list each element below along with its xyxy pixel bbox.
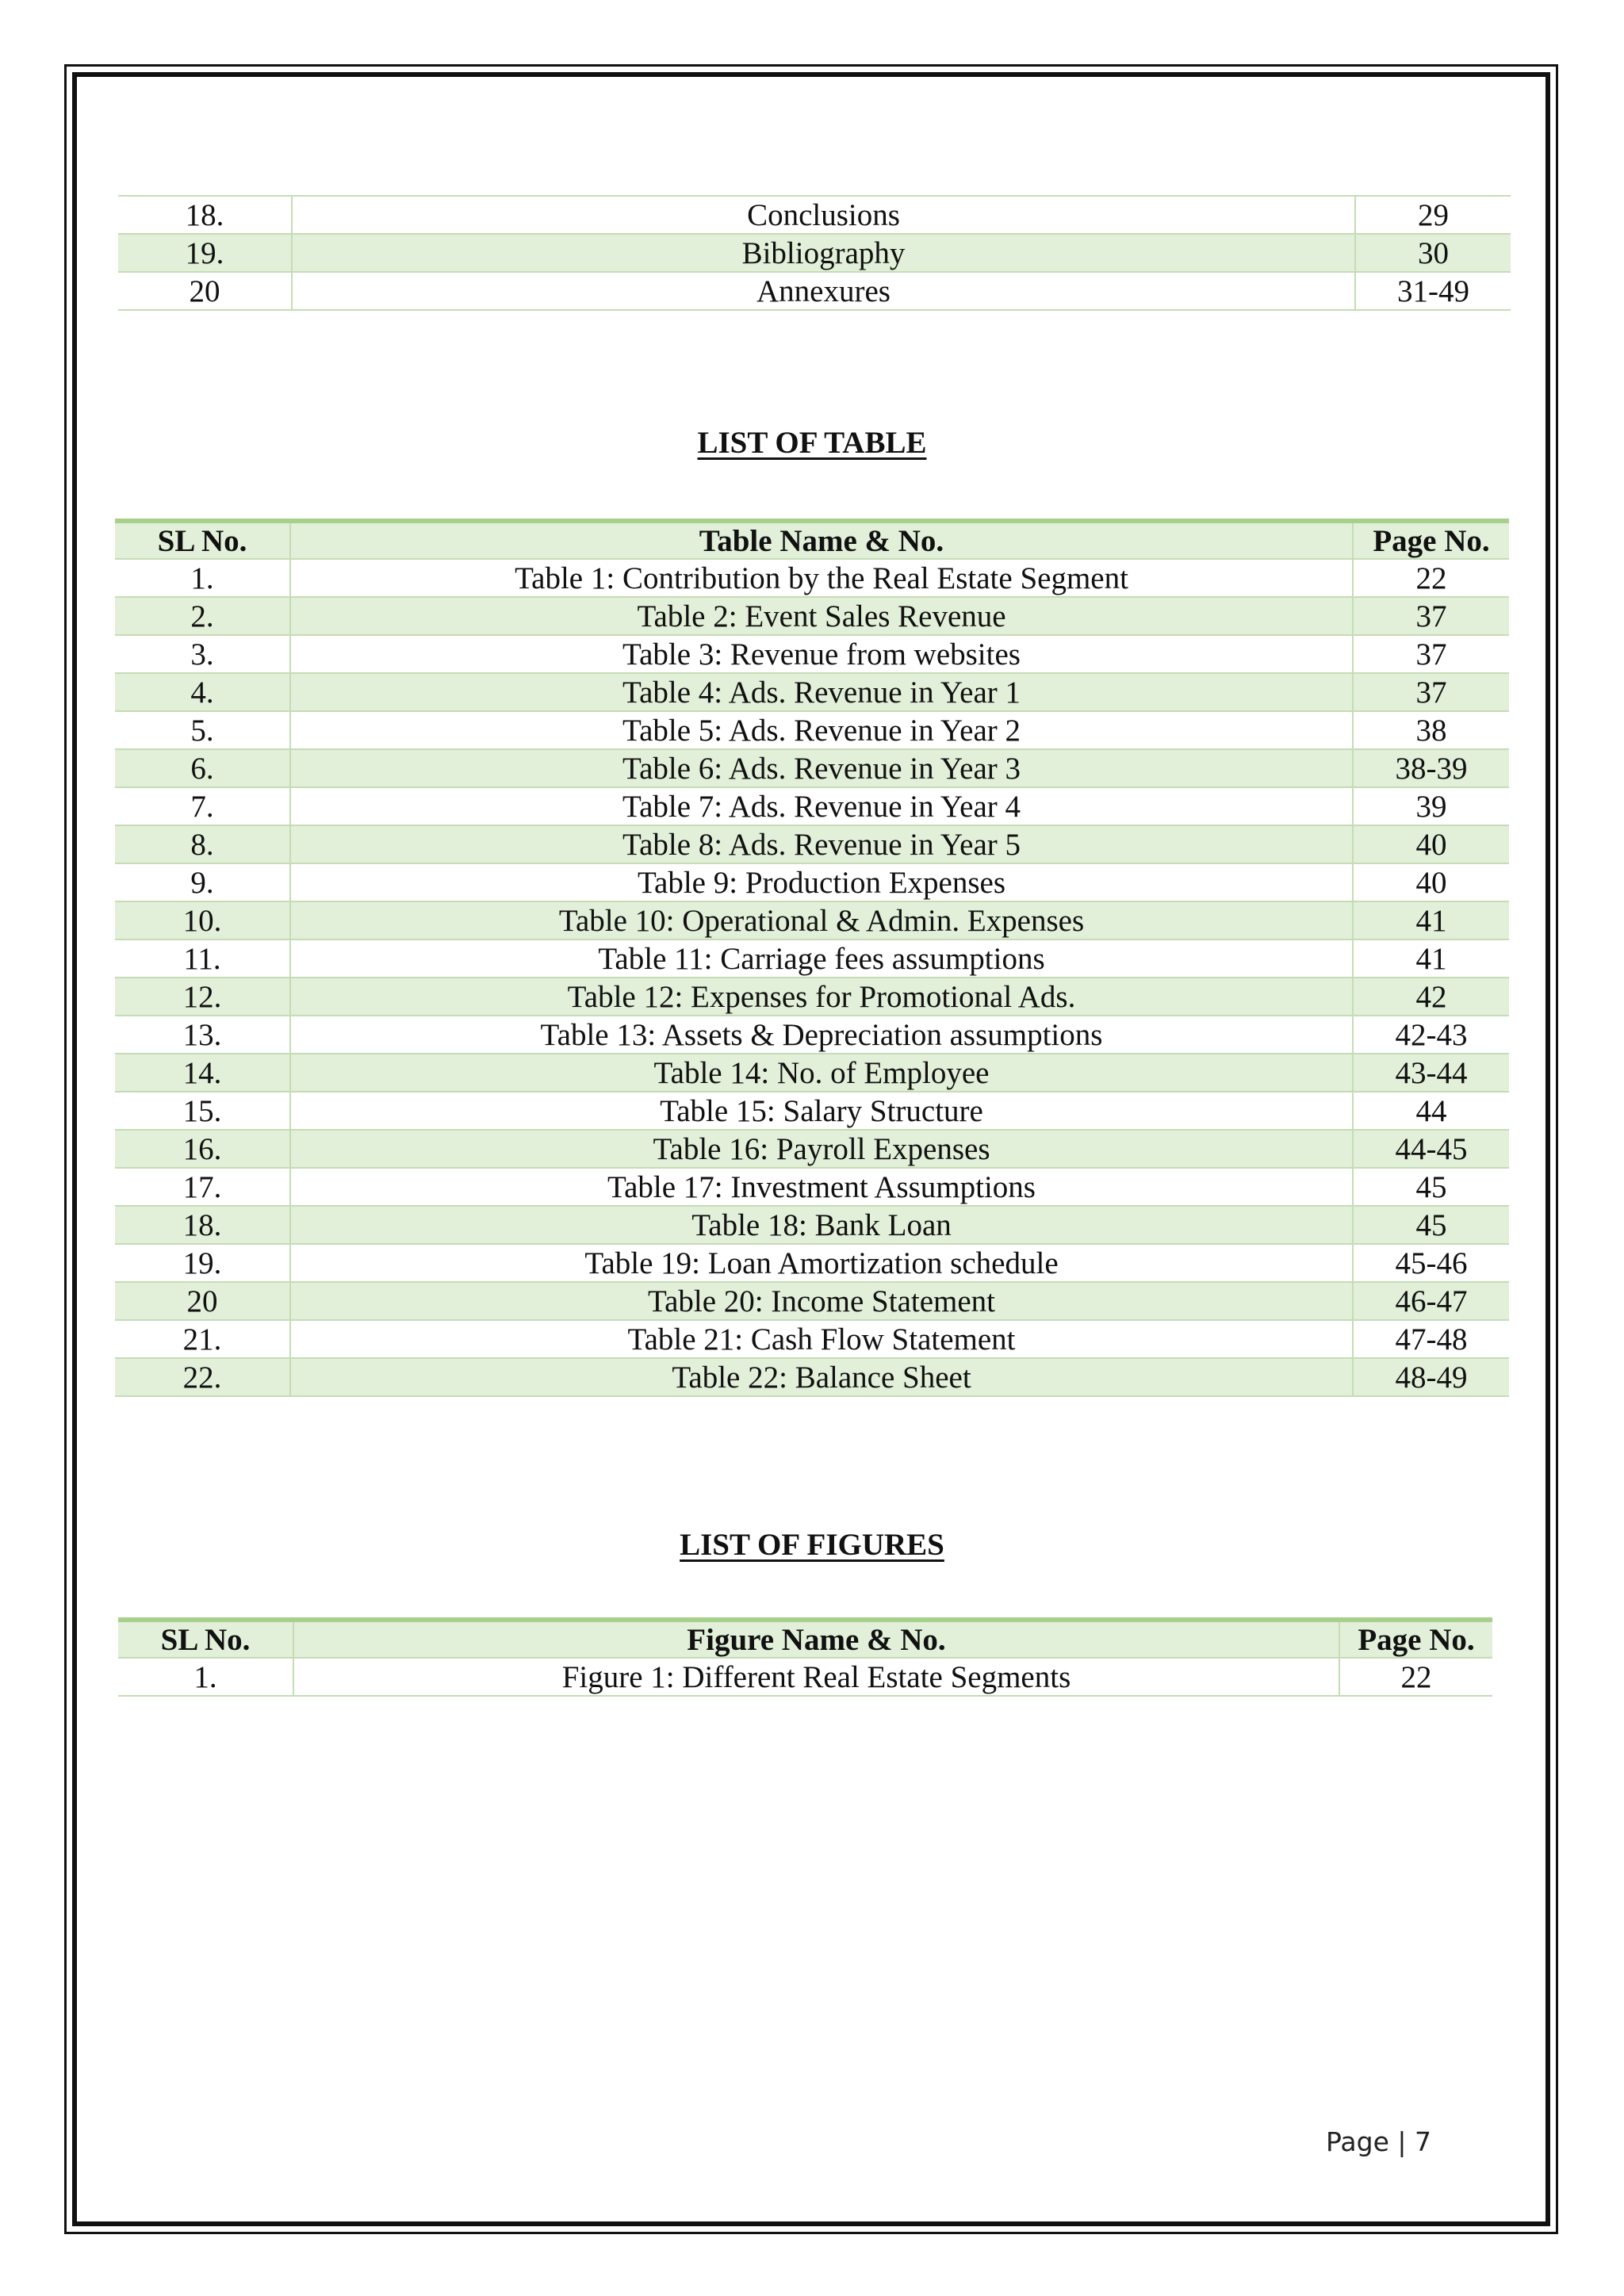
table-row xyxy=(118,234,1511,272)
row-page-number: 44 xyxy=(1353,1092,1509,1130)
row-name: Bibliography xyxy=(292,234,1355,272)
row-sl-number: 5. xyxy=(115,711,290,749)
row-sl-number: 1. xyxy=(115,559,290,597)
row-sl-number: 2. xyxy=(115,597,290,635)
row-page-number: 45 xyxy=(1353,1206,1509,1244)
row-name: Table 21: Cash Flow Statement xyxy=(290,1320,1353,1358)
row-page-number: 30 xyxy=(1355,234,1511,272)
row-page-number: 37 xyxy=(1353,673,1509,711)
row-sl-number: 13. xyxy=(115,1016,290,1054)
toc-continued-table xyxy=(118,195,1511,311)
row-page-number: 22 xyxy=(1353,559,1509,597)
table-row xyxy=(118,272,1511,310)
table-row xyxy=(115,711,1509,749)
row-page-number: 43-44 xyxy=(1353,1054,1509,1092)
row-page-number: 48-49 xyxy=(1353,1358,1509,1396)
table-row xyxy=(115,1092,1509,1130)
row-sl-number: 15. xyxy=(115,1092,290,1130)
table-row xyxy=(115,673,1509,711)
table-row xyxy=(118,1658,1492,1696)
row-page-number: 46-47 xyxy=(1353,1282,1509,1320)
row-page-number: 44-45 xyxy=(1353,1130,1509,1168)
table-row xyxy=(115,1206,1509,1244)
list-of-tables-heading: LIST OF TABLE xyxy=(697,426,927,460)
row-name: Annexures xyxy=(292,272,1355,310)
row-sl-number: 7. xyxy=(115,787,290,825)
row-sl-number: 11. xyxy=(115,939,290,978)
row-sl-number: 20 xyxy=(118,272,292,310)
list-of-figures xyxy=(118,1617,1492,1697)
table-header-row xyxy=(115,521,1509,559)
row-page-number: 39 xyxy=(1353,787,1509,825)
column-header-page: Page No. xyxy=(1339,1620,1492,1658)
table-row xyxy=(115,597,1509,635)
row-sl-number: 9. xyxy=(115,863,290,901)
table-row xyxy=(115,1282,1509,1320)
column-header-name: Figure Name & No. xyxy=(293,1620,1339,1658)
row-page-number: 29 xyxy=(1355,196,1511,234)
table-row xyxy=(115,787,1509,825)
row-sl-number: 18. xyxy=(118,196,292,234)
figure-header-row xyxy=(118,1620,1492,1658)
row-page-number: 41 xyxy=(1353,901,1509,939)
row-page-number: 42 xyxy=(1353,978,1509,1016)
table-row xyxy=(115,978,1509,1016)
row-name: Table 20: Income Statement xyxy=(290,1282,1353,1320)
column-header-sl: SL No. xyxy=(118,1620,293,1658)
row-name: Table 1: Contribution by the Real Estate Segment xyxy=(290,559,1353,597)
list-of-tables xyxy=(115,519,1509,1397)
row-sl-number: 19. xyxy=(115,1244,290,1282)
row-name: Table 13: Assets & Depreciation assumptions xyxy=(290,1016,1353,1054)
row-name: Table 11: Carriage fees assumptions xyxy=(290,939,1353,978)
table-row xyxy=(115,825,1509,863)
row-sl-number: 14. xyxy=(115,1054,290,1092)
row-name: Table 19: Loan Amortization schedule xyxy=(290,1244,1353,1282)
row-sl-number: 6. xyxy=(115,749,290,787)
page-number: Page | 7 xyxy=(1326,2126,1431,2157)
row-page-number: 38-39 xyxy=(1353,749,1509,787)
column-header-sl: SL No. xyxy=(115,521,290,559)
table-row xyxy=(115,901,1509,939)
table-row xyxy=(115,1016,1509,1054)
column-header-page: Page No. xyxy=(1353,521,1509,559)
row-name: Table 22: Balance Sheet xyxy=(290,1358,1353,1396)
row-page-number: 45 xyxy=(1353,1168,1509,1206)
row-page-number: 40 xyxy=(1353,863,1509,901)
row-sl-number: 18. xyxy=(115,1206,290,1244)
row-name: Table 8: Ads. Revenue in Year 5 xyxy=(290,825,1353,863)
row-page-number: 22 xyxy=(1339,1658,1492,1696)
row-sl-number: 22. xyxy=(115,1358,290,1396)
row-name: Conclusions xyxy=(292,196,1355,234)
row-name: Table 7: Ads. Revenue in Year 4 xyxy=(290,787,1353,825)
row-page-number: 45-46 xyxy=(1353,1244,1509,1282)
row-name: Table 17: Investment Assumptions xyxy=(290,1168,1353,1206)
row-name: Table 18: Bank Loan xyxy=(290,1206,1353,1244)
row-name: Table 6: Ads. Revenue in Year 3 xyxy=(290,749,1353,787)
table-row xyxy=(115,749,1509,787)
row-sl-number: 19. xyxy=(118,234,292,272)
table-row xyxy=(115,863,1509,901)
column-header-name: Table Name & No. xyxy=(290,521,1353,559)
row-page-number: 41 xyxy=(1353,939,1509,978)
row-name: Table 15: Salary Structure xyxy=(290,1092,1353,1130)
row-sl-number: 20 xyxy=(115,1282,290,1320)
row-sl-number: 4. xyxy=(115,673,290,711)
row-page-number: 37 xyxy=(1353,635,1509,673)
row-sl-number: 21. xyxy=(115,1320,290,1358)
row-name: Table 3: Revenue from websites xyxy=(290,635,1353,673)
row-page-number: 40 xyxy=(1353,825,1509,863)
row-page-number: 42-43 xyxy=(1353,1016,1509,1054)
row-page-number: 31-49 xyxy=(1355,272,1511,310)
row-name: Table 5: Ads. Revenue in Year 2 xyxy=(290,711,1353,749)
row-name: Table 9: Production Expenses xyxy=(290,863,1353,901)
table-row xyxy=(115,1320,1509,1358)
row-name: Table 2: Event Sales Revenue xyxy=(290,597,1353,635)
row-name: Table 14: No. of Employee xyxy=(290,1054,1353,1092)
row-name: Table 4: Ads. Revenue in Year 1 xyxy=(290,673,1353,711)
row-sl-number: 12. xyxy=(115,978,290,1016)
row-name: Table 16: Payroll Expenses xyxy=(290,1130,1353,1168)
table-row xyxy=(115,939,1509,978)
row-sl-number: 17. xyxy=(115,1168,290,1206)
table-row xyxy=(115,559,1509,597)
table-row xyxy=(115,1168,1509,1206)
table-row xyxy=(118,196,1511,234)
table-row xyxy=(115,1358,1509,1396)
row-sl-number: 1. xyxy=(118,1658,293,1696)
row-page-number: 38 xyxy=(1353,711,1509,749)
row-sl-number: 3. xyxy=(115,635,290,673)
table-row xyxy=(115,635,1509,673)
row-name: Table 12: Expenses for Promotional Ads. xyxy=(290,978,1353,1016)
row-page-number: 47-48 xyxy=(1353,1320,1509,1358)
table-row xyxy=(115,1244,1509,1282)
list-of-figures-heading: LIST OF FIGURES xyxy=(680,1528,944,1562)
row-page-number: 37 xyxy=(1353,597,1509,635)
table-row xyxy=(115,1130,1509,1168)
row-name: Table 10: Operational & Admin. Expenses xyxy=(290,901,1353,939)
row-sl-number: 8. xyxy=(115,825,290,863)
row-sl-number: 16. xyxy=(115,1130,290,1168)
row-sl-number: 10. xyxy=(115,901,290,939)
table-row xyxy=(115,1054,1509,1092)
row-name: Figure 1: Different Real Estate Segments xyxy=(293,1658,1339,1696)
